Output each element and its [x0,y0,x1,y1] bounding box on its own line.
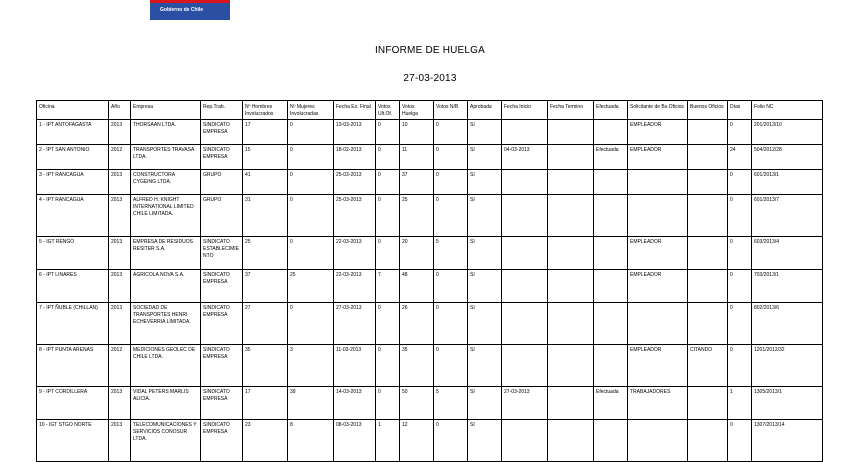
column-header: Año [109,101,131,120]
table-cell: 0 [434,170,468,195]
table-cell: 04-03-2013 [502,145,548,170]
table-cell: SI [468,145,502,170]
table-cell: TRANSPORTES TRAVASA LTDA. [131,145,201,170]
table-cell [594,270,628,303]
table-cell: SI [468,170,502,195]
table-row [37,120,823,145]
table-cell: SI [468,195,502,237]
table-cell [548,303,594,345]
table-cell: 0 [728,303,752,345]
table-cell: 0 [376,237,400,270]
table-cell: EMPLEADOR [628,145,688,170]
table-cell: 2012 [109,345,131,387]
report-title: INFORME DE HUELGA [374,45,486,56]
government-logo [150,0,230,20]
table-cell: CITANDO [688,345,728,387]
table-cell: 27-03-2013 [502,387,548,420]
table-cell: 27 [243,303,288,345]
table-cell: SINDICATO EMPRESA [201,387,243,420]
table-cell: 14-03-2013 [334,387,376,420]
table-cell: 0 [376,120,400,145]
column-header: Oficina [37,101,109,120]
table-cell: 0 [434,120,468,145]
table-cell [628,303,688,345]
table-cell: 1201/2012/32 [752,345,823,387]
table-cell: 35 [243,345,288,387]
table-cell [688,387,728,420]
table-cell: 0 [434,195,468,237]
table-cell: 0 [288,170,334,195]
table-cell: 0 [728,270,752,303]
table-cell: 39 [288,387,334,420]
table-cell [548,387,594,420]
table-cell: 8 [288,420,334,462]
table-cell: 0 [728,237,752,270]
table-cell: EMPLEADOR [628,120,688,145]
table-cell: 0 [288,237,334,270]
table-cell: SI [468,345,502,387]
table-cell: 22-03-2013 [334,270,376,303]
table-cell: 6 - IPT LINARES [37,270,109,303]
table-cell: 601/2013/7 [752,195,823,237]
table-cell: 35 [400,345,434,387]
table-cell: 50 [400,387,434,420]
table-cell: 18-02-2013 [334,145,376,170]
table-cell: 0 [376,145,400,170]
table-cell: 20 [400,237,434,270]
table-cell: 27-03-2013 [334,303,376,345]
table-cell: 12 [400,420,434,462]
table-cell [594,170,628,195]
table-cell [548,195,594,237]
table-cell [502,270,548,303]
table-cell: Efectuada [594,145,628,170]
table-cell: 0 [288,145,334,170]
column-header: Votos N/B [434,101,468,120]
table-cell: 2013 [109,170,131,195]
table-cell: 0 [434,303,468,345]
table-cell: 603/2013/4 [752,237,823,270]
table-cell [688,237,728,270]
table-row [37,237,823,270]
table-cell: 0 [376,170,400,195]
table-cell: 17 [243,387,288,420]
table-cell: 48 [400,270,434,303]
table-cell: 7 [376,270,400,303]
table-cell: 5 [434,237,468,270]
table-cell: 25 [288,270,334,303]
table-cell: 2013 [109,120,131,145]
table-cell: 11 [400,145,434,170]
table-row [37,387,823,420]
column-header: Rep.Trab. [201,101,243,120]
table-cell: 08-03-2013 [334,420,376,462]
table-cell: SOCIEDAD DE TRANSPORTES HENRI ECHEVERRIA LIMITADA. [131,303,201,345]
table-cell: 25 [243,237,288,270]
table-cell: 0 [434,145,468,170]
table-cell [594,120,628,145]
table-cell: 22-03-2013 [334,237,376,270]
table-header-row [37,101,823,120]
table-cell [548,270,594,303]
table-cell: SINDICATO EMPRESA [201,420,243,462]
table-cell [502,195,548,237]
table-cell: 2013 [109,387,131,420]
table-cell: 25-03-2013 [334,170,376,195]
table-row [37,345,823,387]
table-cell: 0 [376,387,400,420]
table-cell: 5 [434,387,468,420]
column-header: Folio NC [752,101,823,120]
table-cell: 703/2013/1 [752,270,823,303]
column-header: Días [728,101,752,120]
table-cell: 0 [434,270,468,303]
table-cell [628,420,688,462]
table-cell: SI [468,420,502,462]
column-header: Votos Huelga [400,101,434,120]
table-cell: 24 [728,145,752,170]
table-cell: 26 [400,303,434,345]
table-cell: AGRICOLA NOVA S.A. [131,270,201,303]
table-cell [548,420,594,462]
table-cell: 2 - IPT SAN ANTONIO [37,145,109,170]
table-cell: 10 [400,120,434,145]
table-cell: EMPLEADOR [628,237,688,270]
table-cell [688,303,728,345]
table-cell: 0 [288,303,334,345]
table-cell: SI [468,270,502,303]
table-cell [548,345,594,387]
table-cell: 15 [243,145,288,170]
report-date: 27-03-2013 [403,73,457,84]
table-cell: GRUPO [201,195,243,237]
table-cell: CONSTRUCTORA CYGEING LTDA. [131,170,201,195]
table-cell [548,145,594,170]
table-cell: 0 [728,345,752,387]
column-header: Aprobada [468,101,502,120]
table-cell: 504/2012/28 [752,145,823,170]
table-cell: 2013 [109,195,131,237]
table-cell: Efectuada [594,387,628,420]
table-cell: 25-03-2013 [334,195,376,237]
table-cell [548,120,594,145]
column-header: Fecha Termino [548,101,594,120]
table-cell: 23 [243,420,288,462]
table-cell: EMPRESA DE RESIDUOS RESITER S.A. [131,237,201,270]
table-cell [688,420,728,462]
column-header: Empresa [131,101,201,120]
column-header: Solicitante de Bs.Oficios [628,101,688,120]
table-cell [502,120,548,145]
table-cell: 37 [243,270,288,303]
table-cell [628,195,688,237]
table-cell: 0 [728,195,752,237]
table-cell: THORSAAN LTDA. [131,120,201,145]
table-cell: 0 [728,120,752,145]
column-header: Efectuada [594,101,628,120]
table-cell: SI [468,303,502,345]
table-cell [594,303,628,345]
table-cell [688,120,728,145]
table-row [37,420,823,462]
table-cell: 7 - IPT ÑUBLE (CHILLAN) [37,303,109,345]
table-cell: 1305/2013/1 [752,387,823,420]
table-cell: 1 - IPT ANTOFAGASTA [37,120,109,145]
table-cell: 10 - IGT STGO NORTE [37,420,109,462]
table-cell: MEDICIONES GEOLEC DE CHILE LTDA. [131,345,201,387]
table-cell [548,237,594,270]
table-cell: 37 [400,170,434,195]
table-cell: 31 [243,195,288,237]
table-cell [502,237,548,270]
table-cell: SINDICATO EMPRESA [201,145,243,170]
table-row [37,170,823,195]
table-cell: 9 - IPT CORDILLERA [37,387,109,420]
table-cell: 0 [728,170,752,195]
table-cell: 41 [243,170,288,195]
table-cell: EMPLEADOR [628,270,688,303]
table-cell: 201/2013/10 [752,120,823,145]
table-cell [594,195,628,237]
column-header: Votos Ult.Of. [376,101,400,120]
table-cell: GRUPO [201,170,243,195]
table-cell: 601/2013/1 [752,170,823,195]
table-cell: SI [468,237,502,270]
table-cell: 25 [400,195,434,237]
table-row [37,195,823,237]
table-cell: 5 - IGT RENGO [37,237,109,270]
logo-text: Gobierno de Chile [160,7,204,13]
table-cell [502,303,548,345]
strike-report-table [36,100,823,462]
table-cell: 2013 [109,237,131,270]
table-cell [594,237,628,270]
table-cell: 3 - IPT RANCAGUA [37,170,109,195]
column-header: Fecha Ex. Final [334,101,376,120]
table-cell: 2013 [109,303,131,345]
table-cell: 1 [376,420,400,462]
table-cell: SINDICATO EMPRESA [201,303,243,345]
table-cell [688,145,728,170]
table-cell: TRABAJADORES [628,387,688,420]
table-cell: 0 [728,420,752,462]
table-cell: 2012 [109,145,131,170]
table-cell: SINDICATO ESTABLECIMIENTO [201,237,243,270]
table-cell: 0 [376,303,400,345]
table-cell: 8 - IPT PUNTA ARENAS [37,345,109,387]
table-cell [594,345,628,387]
table-cell [688,195,728,237]
table-cell: 17 [243,120,288,145]
table-cell [594,420,628,462]
table-cell [688,170,728,195]
table-cell: EMPLEADOR [628,345,688,387]
table-cell [502,345,548,387]
table-cell: 13-03-2013 [334,120,376,145]
table-cell: SINDICATO EMPRESA [201,120,243,145]
table-cell [502,420,548,462]
table-cell: TELECOMUNICACIONES Y SERVICIOS CONOSUR LTDA. [131,420,201,462]
table-cell: 0 [376,195,400,237]
table-cell: SI [468,120,502,145]
table-cell [548,170,594,195]
table-cell: 1307/2013/14 [752,420,823,462]
table-cell: 0 [434,420,468,462]
table-cell: 2013 [109,420,131,462]
column-header: Buenos Oficios [688,101,728,120]
table-cell: 11-03-2013 [334,345,376,387]
table-cell: 2013 [109,270,131,303]
table-cell [628,170,688,195]
table-row [37,270,823,303]
column-header: Fecha Inicio [502,101,548,120]
table-cell: VIDAL PETERS MARLIS ALICIA. [131,387,201,420]
table-cell: 1 [728,387,752,420]
column-header: Nº Hombres Involucrados [243,101,288,120]
table-row [37,145,823,170]
table-cell: 802/2013/6 [752,303,823,345]
column-header: Nº Mujeres Involucradas [288,101,334,120]
table-cell: SI [468,387,502,420]
table-cell [502,170,548,195]
table-cell: 0 [376,345,400,387]
table-cell [688,270,728,303]
table-cell: 0 [434,345,468,387]
table-cell: 0 [288,120,334,145]
table-row [37,303,823,345]
table-cell: 3 [288,345,334,387]
table-cell: 0 [288,195,334,237]
table-cell: SINDICATO EMPRESA [201,345,243,387]
table-cell: 4 - IPT RANCAGUA [37,195,109,237]
table-cell: ALFRED H. KNIGHT INTERNATIONAL LIMITED CHILE LIMITADA. [131,195,201,237]
table-cell: SINDICATO EMPRESA [201,270,243,303]
